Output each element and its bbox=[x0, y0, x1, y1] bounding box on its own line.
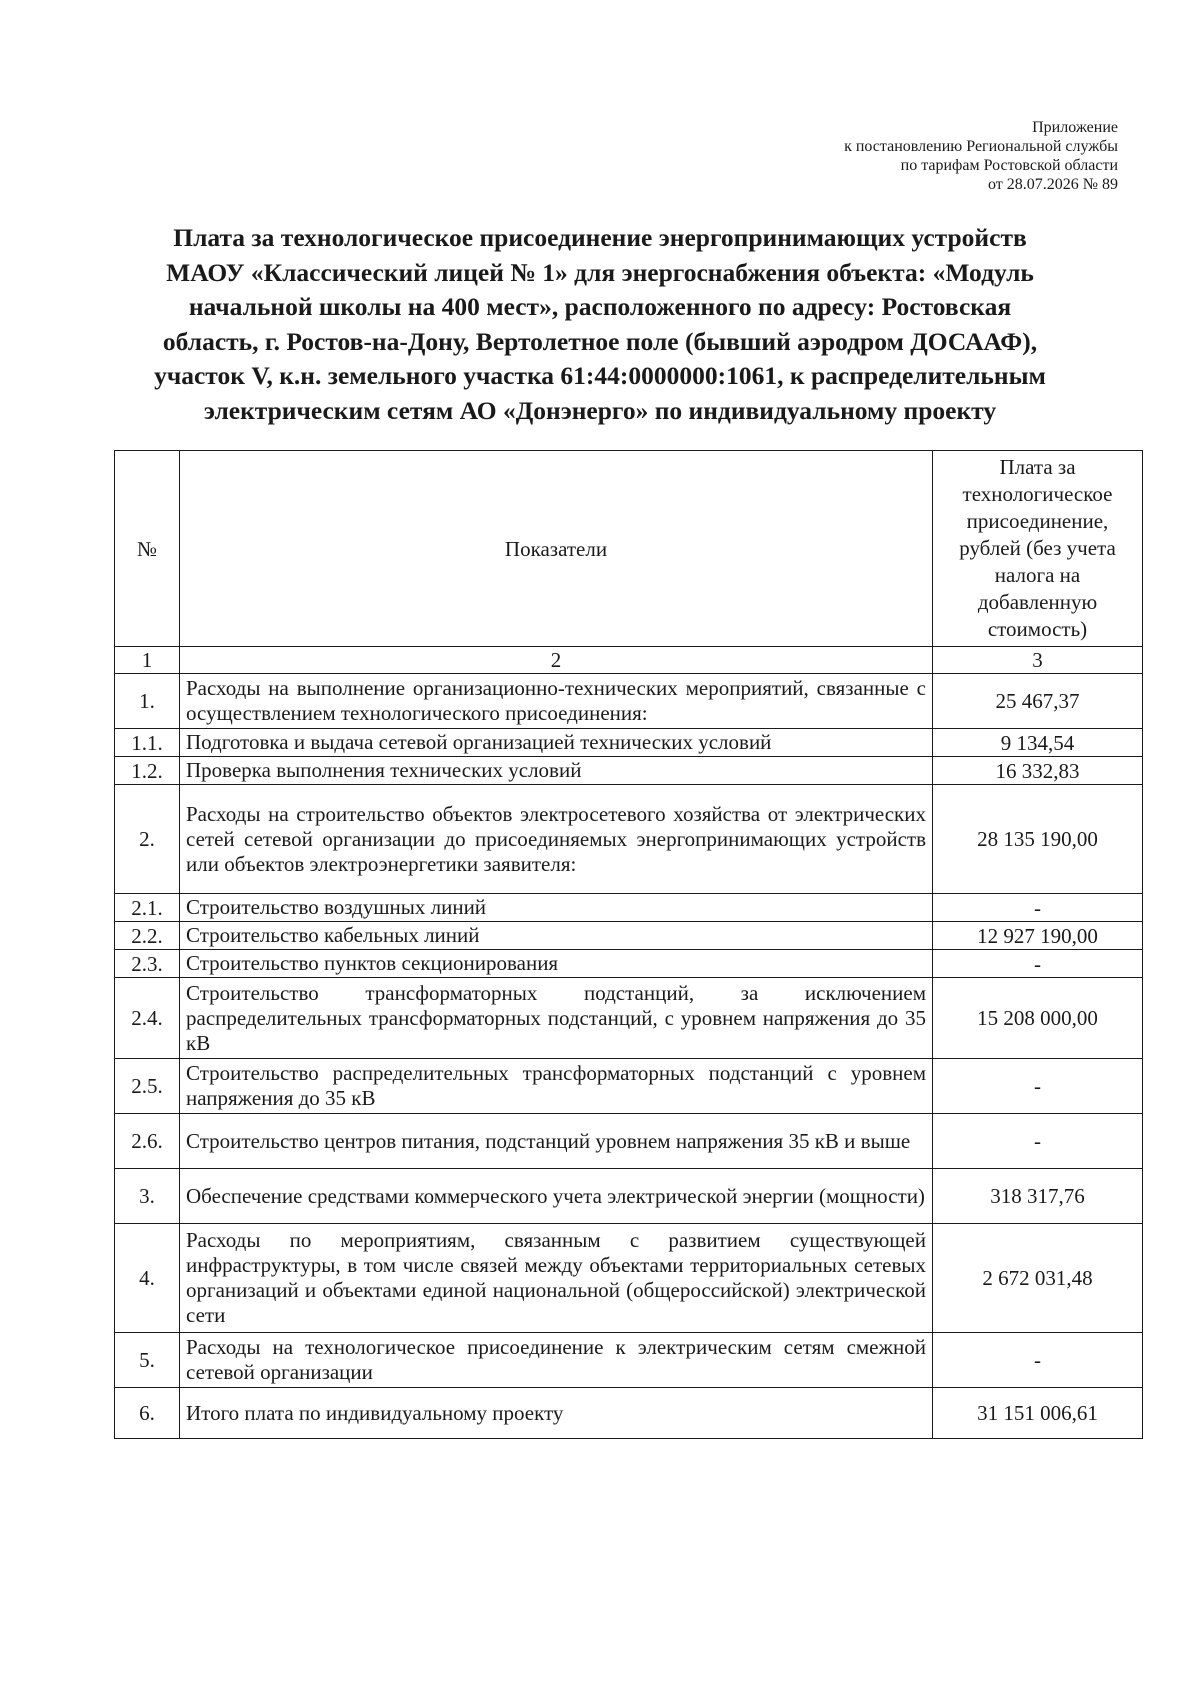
row-number: 2.5. bbox=[115, 1059, 180, 1114]
title-line: Плата за технологическое присоединение энергопринимающих устройств bbox=[173, 223, 1027, 252]
table-row bbox=[115, 1333, 1143, 1388]
row-fee: 31 151 006,61 bbox=[933, 1388, 1143, 1439]
title-line: область, г. Ростов-на-Дону, Вертолетное поле (бывший аэродром ДОСААФ), bbox=[162, 326, 1038, 356]
row-indicator: Расходы на выполнение организационно-технических мероприятий, связанные с осуществлением технологического присоединения: bbox=[180, 674, 933, 729]
title-line: участок V, к.н. земельного участка 61:44:0000000:1061, к распределительным bbox=[154, 361, 1046, 390]
table-row bbox=[115, 1059, 1143, 1114]
row-number: 1.1. bbox=[115, 729, 180, 757]
table-row bbox=[115, 729, 1143, 757]
appendix-label: Приложение bbox=[1032, 119, 1118, 136]
row-number: 1. bbox=[115, 674, 180, 729]
row-indicator: Подготовка и выдача сетевой организацией технических условий bbox=[180, 729, 933, 757]
header-fee: Плата за технологическое присоединение, рублей (без учета налога на добавленную стоимость) bbox=[933, 451, 1143, 647]
row-fee: - bbox=[933, 894, 1143, 922]
document-title bbox=[100, 221, 1100, 428]
appendix-note bbox=[844, 118, 1118, 194]
row-number: 2.4. bbox=[115, 978, 180, 1059]
column-number: 1 bbox=[115, 647, 180, 674]
table-row bbox=[115, 674, 1143, 729]
table-row bbox=[115, 757, 1143, 785]
row-indicator: Строительство центров питания, подстанций уровнем напряжения 35 кВ и выше bbox=[180, 1114, 933, 1169]
row-fee: 28 135 190,00 bbox=[933, 785, 1143, 894]
table-row bbox=[115, 785, 1143, 894]
row-indicator: Строительство кабельных линий bbox=[180, 922, 933, 950]
table-row bbox=[115, 1224, 1143, 1333]
row-fee: - bbox=[933, 1059, 1143, 1114]
row-fee: 12 927 190,00 bbox=[933, 922, 1143, 950]
row-number: 2.1. bbox=[115, 894, 180, 922]
row-fee: - bbox=[933, 1114, 1143, 1169]
table-header-row bbox=[115, 451, 1143, 647]
header-number: № bbox=[115, 451, 180, 647]
row-fee: 16 332,83 bbox=[933, 757, 1143, 785]
row-fee: - bbox=[933, 1333, 1143, 1388]
row-indicator: Расходы на строительство объектов электросетевого хозяйства от электрических сетей сетевой организации до присоединяемых энергопринимающих устройств или объектов электроэнергетики заявителя: bbox=[180, 785, 933, 894]
header-indicator: Показатели bbox=[180, 451, 933, 647]
column-number: 3 bbox=[933, 647, 1143, 674]
row-fee: 15 208 000,00 bbox=[933, 978, 1143, 1059]
row-number: 5. bbox=[115, 1333, 180, 1388]
row-fee: 318 317,76 bbox=[933, 1169, 1143, 1224]
row-number: 3. bbox=[115, 1169, 180, 1224]
table-row bbox=[115, 1388, 1143, 1439]
column-number: 2 bbox=[180, 647, 933, 674]
row-indicator: Строительство распределительных трансформаторных подстанций с уровнем напряжения до 35 кВ bbox=[180, 1059, 933, 1114]
row-number: 2.3. bbox=[115, 950, 180, 978]
row-number: 2.2. bbox=[115, 922, 180, 950]
row-fee: 2 672 031,48 bbox=[933, 1224, 1143, 1333]
column-number-row bbox=[115, 647, 1143, 674]
row-number: 1.2. bbox=[115, 757, 180, 785]
charges-table bbox=[114, 450, 1143, 1439]
appendix-resolution: к постановлению Региональной службы bbox=[844, 138, 1118, 155]
row-fee: 9 134,54 bbox=[933, 729, 1143, 757]
title-line: электрическим сетям АО «Донэнерго» по индивидуальному проекту bbox=[203, 395, 997, 425]
row-indicator: Итого плата по индивидуальному проекту bbox=[180, 1388, 933, 1439]
row-indicator: Строительство пунктов секционирования bbox=[180, 950, 933, 978]
table-row bbox=[115, 978, 1143, 1059]
row-indicator: Проверка выполнения технических условий bbox=[180, 757, 933, 785]
table-row bbox=[115, 950, 1143, 978]
row-number: 6. bbox=[115, 1388, 180, 1439]
appendix-date-number: от 28.07.2026 № 89 bbox=[987, 176, 1118, 193]
row-indicator: Расходы на технологическое присоединение к электрическим сетям смежной сетевой организации bbox=[180, 1333, 933, 1388]
title-line: МАОУ «Классический лицей № 1» для энергоснабжения объекта: «Модуль bbox=[166, 257, 1034, 287]
row-number: 2. bbox=[115, 785, 180, 894]
row-indicator: Строительство трансформаторных подстанций, за исключением распределительных трансформаторных подстанций, с уровнем напряжения до 35 кВ bbox=[180, 978, 933, 1059]
title-line: начальной школы на 400 мест», расположенного по адресу: Ростовская bbox=[188, 292, 1012, 321]
row-fee: - bbox=[933, 950, 1143, 978]
table-row bbox=[115, 1114, 1143, 1169]
table-row bbox=[115, 894, 1143, 922]
table-row bbox=[115, 922, 1143, 950]
row-number: 4. bbox=[115, 1224, 180, 1333]
row-indicator: Расходы по мероприятиям, связанным с развитием существующей инфраструктуры, в том числе связей между объектами территориальных сетевых организаций и объектами единой национальной (общероссийской) электрической сети bbox=[180, 1224, 933, 1333]
table-row bbox=[115, 1169, 1143, 1224]
row-indicator: Обеспечение средствами коммерческого учета электрической энергии (мощности) bbox=[180, 1169, 933, 1224]
row-number: 2.6. bbox=[115, 1114, 180, 1169]
appendix-authority: по тарифам Ростовской области bbox=[900, 157, 1118, 174]
row-fee: 25 467,37 bbox=[933, 674, 1143, 729]
row-indicator: Строительство воздушных линий bbox=[180, 894, 933, 922]
